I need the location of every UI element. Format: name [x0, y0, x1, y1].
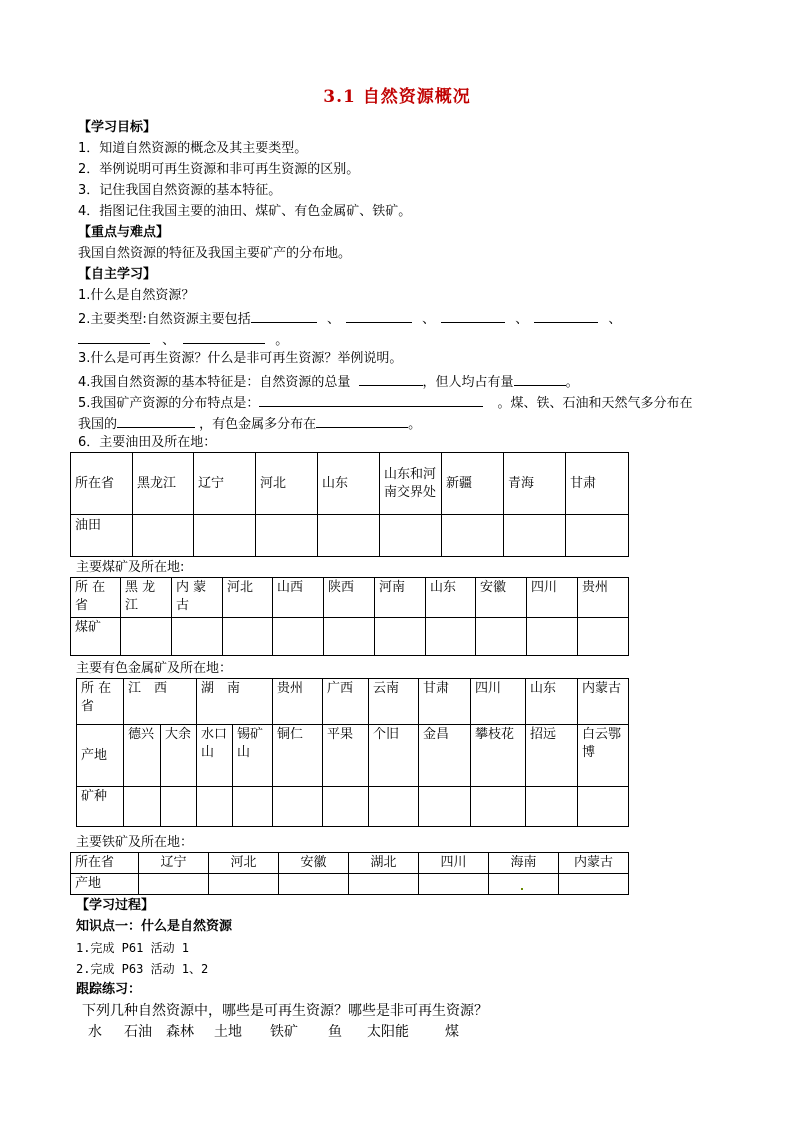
self-study-heading: 【自主学习】	[78, 267, 157, 282]
answer-cell[interactable]	[471, 787, 526, 827]
table-header-cell: 安徽	[279, 853, 349, 874]
answer-cell[interactable]	[566, 515, 629, 557]
table-row-label: 煤矿	[71, 618, 121, 656]
answer-cell[interactable]	[194, 515, 256, 557]
answer-cell[interactable]	[559, 874, 629, 895]
answer-cell[interactable]	[223, 618, 273, 656]
table-row-label: 产地	[77, 725, 124, 787]
answer-cell[interactable]	[527, 618, 578, 656]
table-header-cell: 所在省	[71, 453, 133, 515]
answer-blank[interactable]	[359, 371, 423, 386]
answer-cell[interactable]	[419, 787, 471, 827]
table-header-cell: 所 在 省	[77, 679, 124, 725]
table-header-cell: 内蒙古	[578, 679, 629, 725]
question-3: 3.什么是可再生资源？什么是非可再生资源？举例说明。	[78, 351, 403, 366]
table-header-cell: 辽宁	[139, 853, 209, 874]
table-header-cell: 贵州	[578, 578, 629, 618]
place-cell: 平果	[323, 725, 369, 787]
answer-blank[interactable]	[346, 308, 412, 323]
question-1: 1.什么是自然资源？	[78, 288, 195, 303]
place-cell: 白云鄂博	[578, 725, 629, 787]
table-header-cell: 甘肃	[419, 679, 471, 725]
period: 。	[565, 375, 579, 390]
activity-item: 2.完成 P63 活动 1、2	[76, 962, 209, 976]
table-header-cell: 河北	[209, 853, 279, 874]
table-header-cell: 山东	[426, 578, 476, 618]
answer-cell[interactable]	[273, 787, 323, 827]
answer-cell[interactable]	[323, 787, 369, 827]
answer-cell[interactable]	[256, 515, 318, 557]
answer-blank[interactable]	[259, 392, 483, 407]
answer-cell[interactable]	[578, 787, 629, 827]
table-header-cell: 辽宁	[194, 453, 256, 515]
table-header-cell: 新疆	[442, 453, 504, 515]
place-cell: 铜仁	[273, 725, 323, 787]
table-header-cell: 江 西	[124, 679, 197, 725]
table-header-cell: 贵州	[273, 679, 323, 725]
resource-item: 森林	[166, 1024, 194, 1040]
answer-blank[interactable]	[183, 329, 265, 344]
place-cell: 金昌	[419, 725, 471, 787]
objective-item: 3．记住我国自然资源的基本特征。	[78, 183, 282, 198]
oil-field-table	[70, 452, 629, 557]
objective-item: 2．举例说明可再生资源和非可再生资源的区别。	[78, 162, 360, 177]
period: 。	[408, 417, 422, 432]
table-header-cell: 湖 南	[197, 679, 273, 725]
stray-mark	[521, 888, 523, 890]
table-header-cell: 内 蒙 古	[172, 578, 223, 618]
table-header-cell: 山东和河南交界处	[380, 453, 442, 515]
question-5-text: ，有色金属多分布在	[199, 417, 317, 432]
answer-cell[interactable]	[504, 515, 566, 557]
answer-cell[interactable]	[124, 787, 161, 827]
separator: 、	[608, 312, 622, 327]
answer-cell[interactable]	[380, 515, 442, 557]
resource-item: 水	[88, 1024, 102, 1040]
question-5-text: 5.我国矿产资源的分布特点是：	[78, 396, 260, 411]
table-header-cell: 黑 龙 江	[121, 578, 172, 618]
table-header-cell: 所在省	[71, 853, 139, 874]
table-header-cell: 甘肃	[566, 453, 629, 515]
question-5-text: 。煤、铁、石油和天然气多分布在	[497, 396, 693, 411]
table-header-cell: 内蒙古	[559, 853, 629, 874]
period: 。	[275, 333, 289, 348]
table-header-cell: 河北	[256, 453, 318, 515]
table-header-cell: 云南	[369, 679, 419, 725]
resource-item: 煤	[445, 1024, 459, 1040]
separator: 、	[162, 333, 176, 348]
activity-item: 1.完成 P61 活动 1	[76, 941, 190, 955]
page-title: 3.1 自然资源概况	[323, 87, 471, 107]
answer-cell[interactable]	[279, 874, 349, 895]
metal-mine-table	[76, 678, 629, 827]
question-2-text: 2.主要类型:自然资源主要包括	[78, 312, 251, 327]
table-header-cell: 河南	[375, 578, 426, 618]
answer-blank[interactable]	[534, 308, 598, 323]
answer-cell[interactable]	[161, 787, 197, 827]
separator: 、	[422, 312, 436, 327]
table-header-cell: 四川	[527, 578, 578, 618]
metal-caption: 主要有色金属矿及所在地：	[76, 661, 233, 676]
answer-cell[interactable]	[197, 787, 233, 827]
table-header-cell: 山西	[273, 578, 324, 618]
coal-caption: 主要煤矿及所在地:	[76, 560, 185, 575]
objective-item: 1．知道自然资源的概念及其主要类型。	[78, 141, 308, 156]
objective-item: 4．指图记住我国主要的油田、煤矿、有色金属矿、铁矿。	[78, 204, 412, 219]
table-header-cell: 黑龙江	[133, 453, 194, 515]
resource-item: 鱼	[328, 1024, 342, 1040]
table-row-label: 矿种	[77, 787, 124, 827]
resource-item: 土地	[214, 1024, 242, 1040]
resource-item: 太阳能	[367, 1024, 409, 1040]
place-cell: 招远	[526, 725, 578, 787]
place-cell: 锡矿山	[233, 725, 273, 787]
place-cell: 个旧	[369, 725, 419, 787]
answer-cell[interactable]	[442, 515, 504, 557]
place-cell: 大余	[161, 725, 197, 787]
table-header-cell: 青海	[504, 453, 566, 515]
answer-cell[interactable]	[139, 874, 209, 895]
table-header-cell: 四川	[419, 853, 489, 874]
answer-cell[interactable]	[209, 874, 279, 895]
place-cell: 攀枝花	[471, 725, 526, 787]
table-header-cell: 山东	[318, 453, 380, 515]
answer-cell[interactable]	[369, 787, 419, 827]
process-heading: 【学习过程】	[76, 898, 155, 913]
question-4	[78, 371, 579, 392]
table-row-label: 油田	[71, 515, 133, 557]
question-2	[78, 308, 627, 329]
table-header-cell: 海南	[489, 853, 559, 874]
answer-blank[interactable]	[251, 308, 317, 323]
answer-cell[interactable]	[172, 618, 223, 656]
answer-cell[interactable]	[273, 618, 324, 656]
answer-cell[interactable]	[375, 618, 426, 656]
place-cell: 水口山	[197, 725, 233, 787]
answer-cell[interactable]	[489, 874, 559, 895]
objectives-heading: 【学习目标】	[78, 120, 157, 135]
key-points-text: 我国自然资源的特征及我国主要矿产的分布地。	[78, 246, 352, 261]
answer-blank[interactable]	[78, 329, 150, 344]
answer-cell[interactable]	[318, 515, 380, 557]
iron-mine-table	[70, 852, 629, 895]
key-points-heading: 【重点与难点】	[78, 225, 170, 240]
answer-blank[interactable]	[117, 413, 195, 428]
answer-cell[interactable]	[121, 618, 172, 656]
answer-cell[interactable]	[133, 515, 194, 557]
separator: 、	[515, 312, 529, 327]
question-5	[78, 392, 693, 413]
table-row-label: 产地	[71, 874, 139, 895]
answer-blank[interactable]	[441, 308, 505, 323]
question-5-text: 我国的	[78, 417, 118, 432]
knowledge-point-title: 知识点一：什么是自然资源	[76, 919, 233, 934]
separator: 、	[326, 312, 340, 327]
iron-caption: 主要铁矿及所在地：	[76, 835, 194, 850]
table-header-cell: 山东	[526, 679, 578, 725]
table-header-cell: 所 在 省	[71, 578, 121, 618]
answer-blank[interactable]	[316, 413, 408, 428]
question-4-text: 4.我国自然资源的基本特征是：自然资源的总量	[78, 375, 351, 390]
practice-question: 下列几种自然资源中，哪些是可再生资源？哪些是非可再生资源？	[82, 1003, 488, 1019]
table-header-cell: 陕西	[324, 578, 375, 618]
resource-item: 石油	[124, 1024, 152, 1040]
question-2-cont	[78, 329, 288, 350]
table-header-cell: 广西	[323, 679, 369, 725]
practice-heading: 跟踪练习：	[76, 982, 142, 997]
question-5-cont	[78, 413, 421, 434]
answer-cell[interactable]	[426, 618, 476, 656]
answer-cell[interactable]	[578, 618, 629, 656]
answer-cell[interactable]	[419, 874, 489, 895]
table-header-cell: 湖北	[349, 853, 419, 874]
question-6: 6．主要油田及所在地：	[78, 435, 217, 450]
place-cell: 德兴	[124, 725, 161, 787]
table-header-cell: 河北	[223, 578, 273, 618]
answer-cell[interactable]	[349, 874, 419, 895]
resource-item: 铁矿	[270, 1024, 298, 1040]
table-header-cell: 安徽	[476, 578, 527, 618]
question-4-text: ，但人均占有量	[422, 375, 514, 390]
answer-cell[interactable]	[476, 618, 527, 656]
coal-mine-table	[70, 577, 629, 656]
answer-cell[interactable]	[526, 787, 578, 827]
answer-cell[interactable]	[233, 787, 273, 827]
answer-blank[interactable]	[514, 371, 566, 386]
answer-cell[interactable]	[324, 618, 375, 656]
table-header-cell: 四川	[471, 679, 526, 725]
